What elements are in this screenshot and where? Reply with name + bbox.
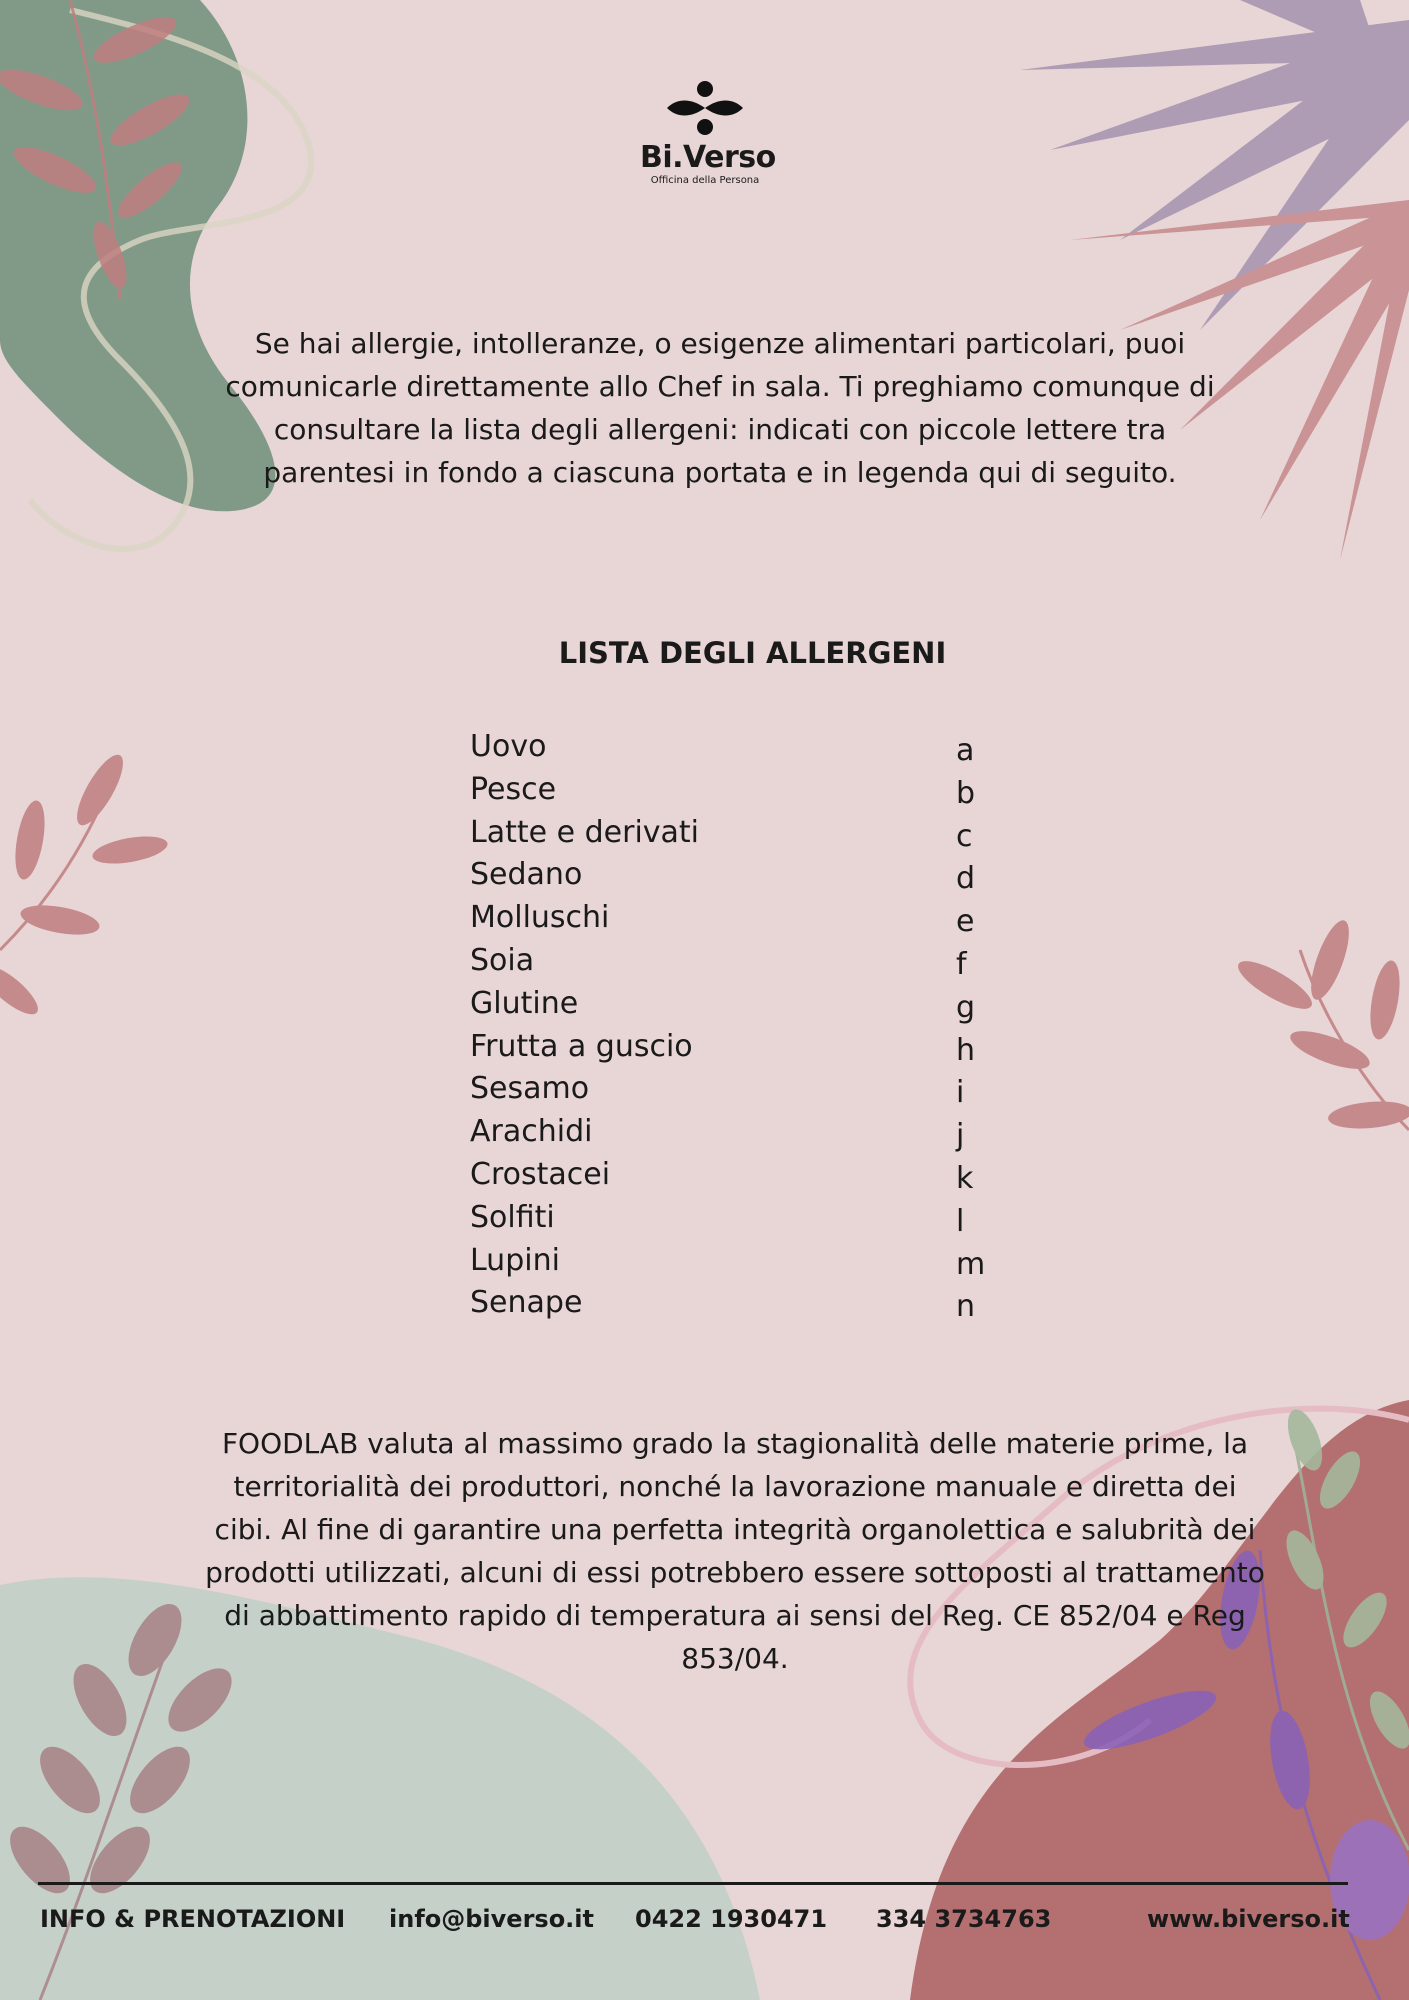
allergen-code: b	[956, 775, 976, 811]
allergen-row	[470, 897, 1030, 940]
allergen-name: Frutta a guscio	[470, 1028, 693, 1064]
leaf-branch-left-middle	[0, 749, 170, 1022]
allergen-name: Molluschi	[470, 900, 610, 936]
allergen-code: l	[956, 1203, 965, 1239]
outro-paragraph: FOODLAB valuta al massimo grado la stagionalità delle materie prime, la territorialità dei produttori, nonché la lavorazione manuale e diretta dei cibi. Al fine di garantire una perfetta integrità organolettica e salubrità dei prodotti utilizzati, alcuni di essi potrebbero essere sottoposti al trattamento di abbattimento rapido di temperatura ai sensi del Reg. CE 852/04 e Reg 853/04.	[205, 1427, 1265, 1675]
allergen-row	[470, 983, 1030, 1026]
allergen-code: g	[956, 989, 976, 1025]
leaf-branch-right-middle	[1232, 916, 1409, 1132]
allergen-code: e	[956, 904, 975, 940]
footer-divider	[38, 1882, 1348, 1885]
allergen-code: a	[956, 733, 975, 768]
allergen-name: Crostacei	[470, 1156, 611, 1192]
footer-info-label: INFO & PRENOTAZIONI	[40, 1905, 346, 1933]
allergen-name: Arachidi	[470, 1114, 593, 1150]
allergen-row	[470, 1111, 1030, 1154]
allergen-row	[470, 1026, 1030, 1069]
allergen-code: n	[956, 1289, 976, 1325]
allergen-name: Pesce	[470, 771, 557, 807]
allergen-row	[470, 726, 1030, 769]
allergens-title: LISTA DEGLI ALLERGENI	[558, 636, 947, 670]
footer-phone-2[interactable]: 334 3734763	[876, 1905, 1052, 1933]
brand-logo	[640, 80, 776, 186]
allergen-code: i	[956, 1075, 965, 1111]
allergen-name: Sedano	[470, 857, 583, 893]
allergen-row	[470, 940, 1030, 983]
allergen-name: Glutine	[470, 985, 579, 1021]
footer-email-link[interactable]: info@biverso.it	[389, 1905, 594, 1933]
allergen-code: f	[956, 946, 967, 982]
allergen-name: Soia	[470, 942, 535, 978]
allergen-row	[470, 1154, 1030, 1197]
allergen-code: h	[956, 1032, 976, 1068]
allergen-row	[470, 1282, 1030, 1325]
allergen-row	[470, 812, 1030, 855]
footer-website-link[interactable]: www.biverso.it	[1147, 1905, 1350, 1933]
allergen-row	[470, 1068, 1030, 1111]
allergen-code: d	[956, 861, 976, 897]
allergen-code: k	[956, 1160, 974, 1196]
allergen-code: j	[956, 1118, 965, 1154]
intro-paragraph: Se hai allergie, intolleranze, o esigenze alimentari particolari, puoi comunicarle direttamente allo Chef in sala. Ti preghiamo comunque di consultare la lista degli allergeni: indicati con piccole lettere tra parentesi in fondo a ciascuna portata e in legenda qui di seguito.	[225, 327, 1215, 489]
footer-phone-1[interactable]: 0422 1930471	[635, 1905, 828, 1933]
allergen-row	[470, 854, 1030, 897]
brand-tagline: Officina della Persona	[650, 175, 760, 186]
allergen-name: Sesamo	[470, 1071, 590, 1107]
allergen-row	[470, 769, 1030, 812]
allergen-name: Solfiti	[470, 1199, 555, 1235]
allergen-name: Senape	[470, 1285, 583, 1321]
brand-name: Bi.Verso	[640, 140, 776, 175]
allergen-row	[470, 1197, 1030, 1240]
allergen-code: c	[956, 818, 973, 854]
allergens-list	[470, 726, 1030, 1325]
allergen-row	[470, 1240, 1030, 1283]
allergen-name: Lupini	[470, 1242, 560, 1278]
allergen-name: Latte e derivati	[470, 814, 700, 850]
brand-mark-icon	[665, 80, 745, 136]
allergen-name: Uovo	[470, 729, 547, 764]
allergen-code: m	[956, 1246, 986, 1282]
